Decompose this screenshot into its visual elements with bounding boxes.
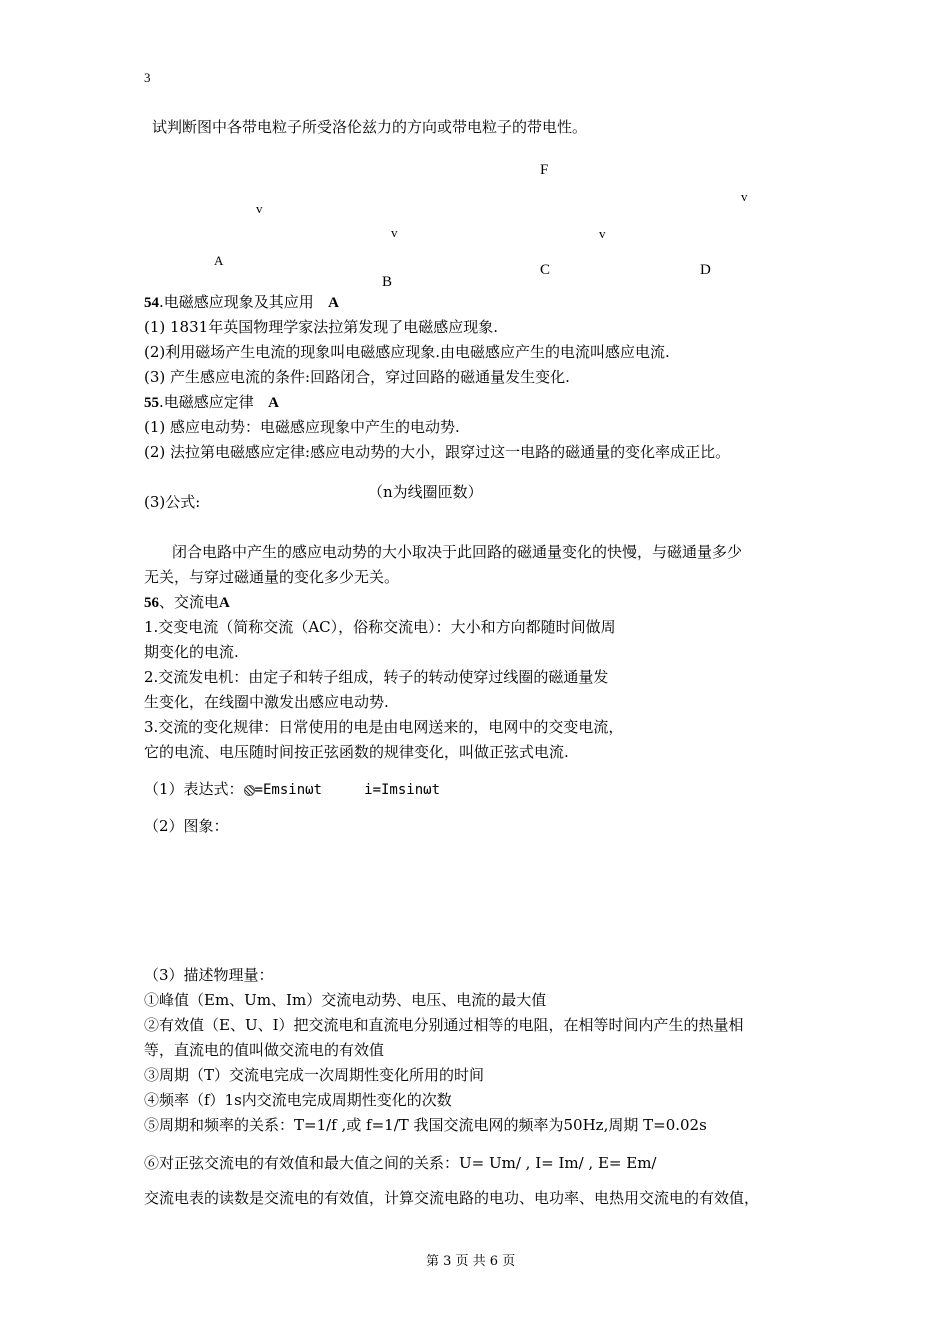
figure-label-v-d: v [741, 189, 748, 204]
quantity-effective-2: 等，直流电的值叫做交流电的有效值 [144, 1041, 385, 1059]
quantity-relation: ⑤周期和频率的关系：T=1/f ,或 f=1/T 我国交流电网的频率为50Hz,周期 T=0.02s [144, 1116, 707, 1134]
intro-text: 试判断图中各带电粒子所受洛伦兹力的方向或带电粒子的带电性。 [152, 118, 588, 136]
section-54-line-1: (1) 1831年英国物理学家法拉第发现了电磁感应现象. [144, 318, 498, 336]
section-56-line-2: 期变化的电流. [144, 643, 239, 661]
quantity-frequency: ④频率（f）1s内交流电完成周期性变化的次数 [144, 1091, 452, 1109]
section-55-level: A [268, 395, 279, 411]
section-56-title: 、交流电 [159, 593, 220, 611]
section-56-level: A [219, 595, 230, 611]
quantity-rms-relation: ⑥对正弦交流电的有效值和最大值之间的关系：U= Um/ , I= Im/ , E= Em/ [144, 1154, 657, 1172]
quantity-effective-1: ②有效值（E、U、I）把交流电和直流电分别通过相等的电阻，在相等时间内产生的热量相 [144, 1016, 744, 1034]
section-55-number: 55 [144, 395, 159, 411]
figure-label-B: B [382, 274, 393, 290]
quantities-label: （3）描述物理量： [144, 966, 274, 984]
section-55-paragraph-1: 闭合电路中产生的感应电动势的大小取决于此回路的磁通量变化的快慢，与磁通量多少 [172, 543, 743, 561]
section-56-line-5: 3.交流的变化规律：日常使用的电是由电网送来的，电网中的交变电流， [144, 718, 624, 736]
section-54-number: 54 [144, 295, 159, 311]
expression-i: i=Imsinωt [364, 782, 440, 798]
section-54-line-2: (2)利用磁场产生电流的现象叫电磁感应现象.由电磁感应产生的电流叫感应电流. [144, 343, 670, 361]
section-54-level: A [328, 295, 339, 311]
quantity-period: ③周期（T）交流电完成一次周期性变化所用的时间 [144, 1066, 485, 1084]
section-56-number: 56 [144, 595, 159, 611]
section-54-line-3: (3) 产生感应电流的条件:回路闭合，穿过回路的磁通量发生变化. [144, 368, 570, 386]
graph-label: （2）图象： [144, 817, 229, 835]
page-number-top: 3 [144, 70, 151, 85]
figure-label-v-b: v [391, 225, 398, 240]
expression-label: （1）表达式： [144, 780, 244, 798]
figure-label-D: D [700, 262, 711, 278]
formula-note: （n为线圈匝数） [368, 483, 483, 501]
figure-label-v-a: v [256, 201, 263, 216]
section-54-title: .电磁感应现象及其应用 [159, 293, 314, 311]
expression-line [144, 779, 440, 800]
emf-symbol-icon [244, 785, 255, 796]
section-56-line-1: 1.交变电流（简称交流（AC），俗称交流电）：大小和方向都随时间做周 [144, 618, 616, 636]
section-55-line-2: (2) 法拉第电磁感应定律:感应电动势的大小，跟穿过这一电路的磁通量的变化率成正比。 [144, 443, 731, 461]
section-55-paragraph-2: 无关，与穿过磁通量的变化多少无关。 [144, 568, 400, 586]
expression-e: =Emsinωt [254, 782, 322, 798]
section-56-heading [144, 592, 230, 613]
formula-label: (3)公式: [144, 493, 201, 511]
section-55-line-1: (1) 感应电动势：电磁感应现象中产生的电动势. [144, 418, 460, 436]
section-56-line-4: 生变化，在线圈中激发出感应电动势. [144, 693, 389, 711]
figure-label-F: F [540, 162, 549, 178]
page-footer: 第 3 页 共 6 页 [426, 1254, 516, 1269]
section-56-line-3: 2.交流发电机：由定子和转子组成，转子的转动使穿过线圈的磁通量发 [144, 668, 609, 686]
figure-label-A: A [214, 253, 224, 268]
quantity-peak: ①峰值（Em、Um、Im）交流电动势、电压、电流的最大值 [144, 991, 547, 1009]
meter-reading-note: 交流电表的读数是交流电的有效值，计算交流电路的电功、电功率、电热用交流电的有效值， [144, 1189, 760, 1207]
section-54-heading [144, 292, 339, 313]
section-55-heading [144, 392, 279, 413]
figure-label-C: C [540, 262, 551, 278]
section-55-title: .电磁感应定律 [159, 393, 254, 411]
section-56-line-6: 它的电流、电压随时间按正弦函数的规律变化，叫做正弦式电流. [144, 743, 569, 761]
figure-label-v-c: v [599, 226, 606, 241]
